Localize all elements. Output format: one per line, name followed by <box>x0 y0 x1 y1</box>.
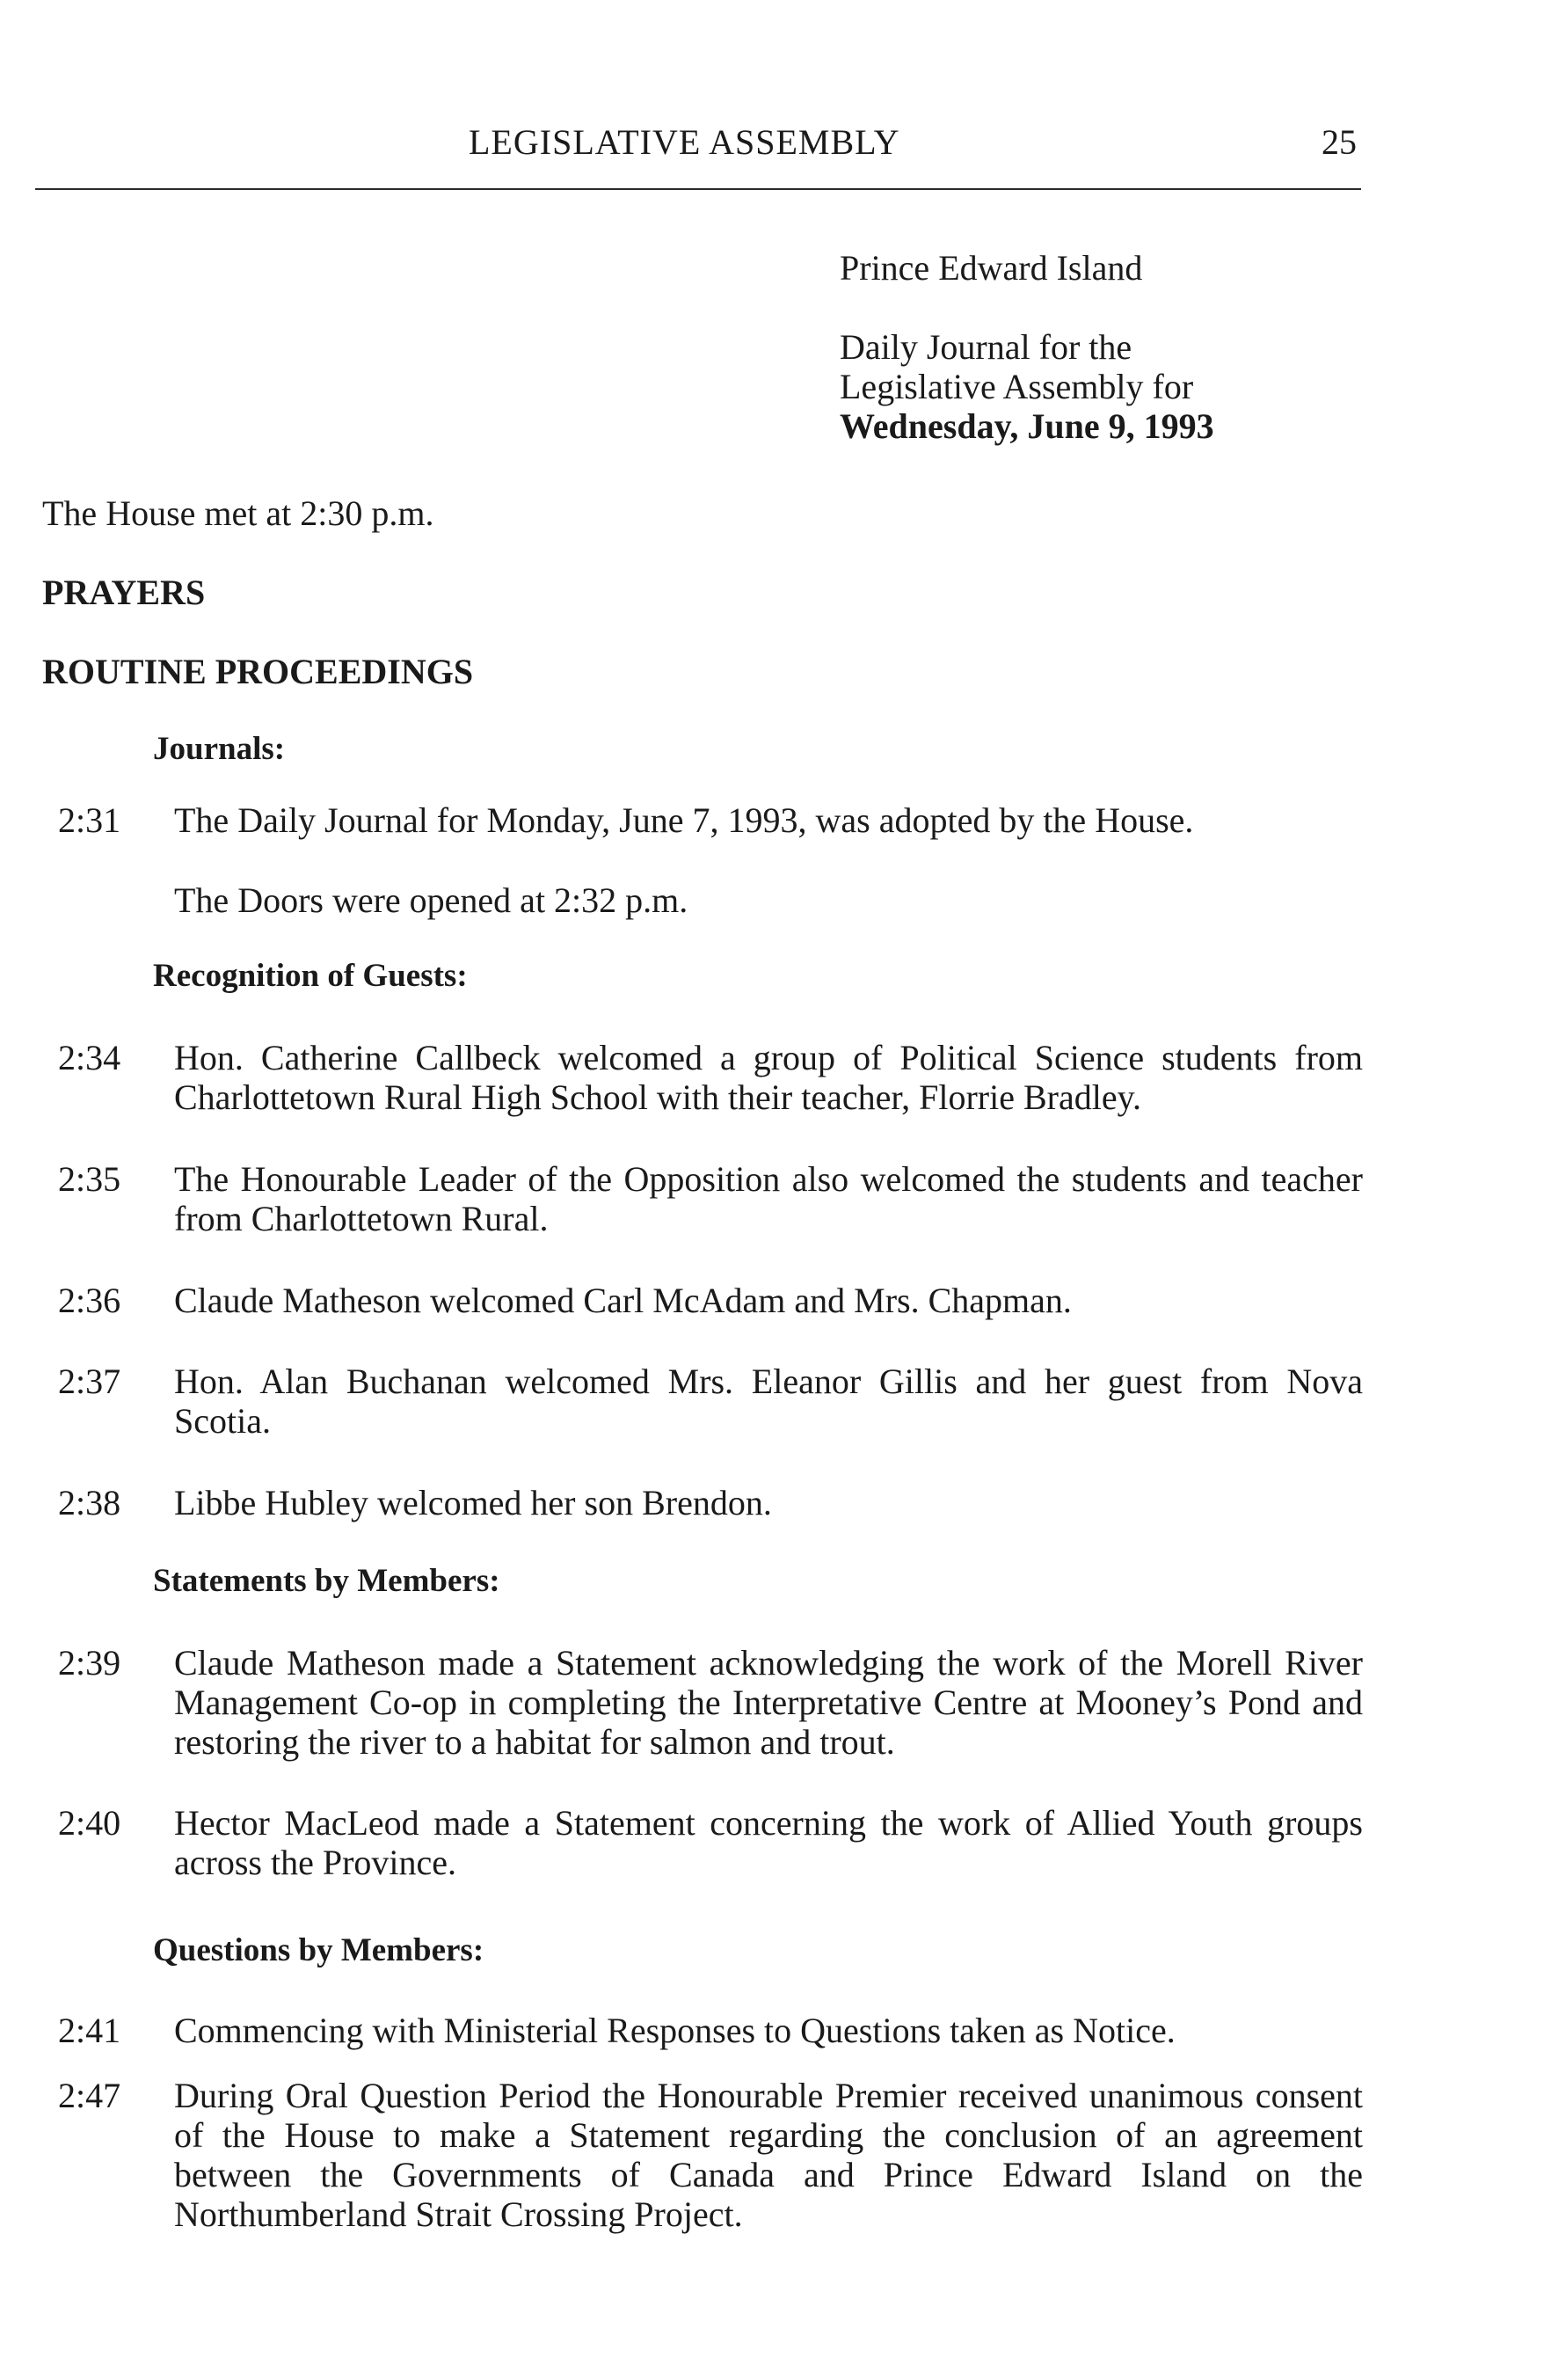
entry-text: The Honourable Leader of the Opposition also welcomed the students and teacher from Charlottetown Rural. <box>174 1159 1363 1238</box>
subheading-recognition-of-guests: Recognition of Guests: <box>153 958 468 994</box>
entry-time: 2:31 <box>58 800 121 840</box>
doors-opened-note: The Doors were opened at 2:32 p.m. <box>174 880 688 920</box>
entry-time: 2:47 <box>58 2076 121 2115</box>
entry-text: The Daily Journal for Monday, June 7, 1993, was adopted by the House. <box>174 800 1194 840</box>
entry-text: Hector MacLeod made a Statement concerning the work of Allied Youth groups across the Province. <box>174 1803 1363 1882</box>
entry-text: Claude Matheson made a Statement acknowledging the work of the Morell River Management Co-op in completing the Interpretative Centre at Mooney’s Pond and restoring the river to a habitat for salmon and trout. <box>174 1643 1363 1762</box>
heading-prayers: PRAYERS <box>42 573 206 612</box>
subheading-questions-by-members: Questions by Members: <box>153 1932 484 1968</box>
entry-text: Claude Matheson welcomed Carl McAdam and Mrs. Chapman. <box>174 1281 1072 1320</box>
heading-routine-proceedings: ROUTINE PROCEEDINGS <box>42 652 474 691</box>
entry-time: 2:35 <box>58 1159 121 1199</box>
entry-time: 2:38 <box>58 1483 121 1522</box>
entry-time: 2:34 <box>58 1038 121 1077</box>
province-name: Prince Edward Island <box>840 248 1143 288</box>
entry-text: Libbe Hubley welcomed her son Brendon. <box>174 1483 772 1522</box>
page-number: 25 <box>1322 122 1357 162</box>
entry-text: During Oral Question Period the Honourable Premier received unanimous consent of the House to make a Statement regarding the conclusion of an agreement between the Governments of Canada and Prince Edward Island on the Northumberland Strait Crossing Project. <box>174 2076 1363 2234</box>
opening-statement: The House met at 2:30 p.m. <box>42 493 434 533</box>
entry-time: 2:41 <box>58 2011 121 2050</box>
entry-time: 2:37 <box>58 1362 121 1401</box>
entry-text: Hon. Catherine Callbeck welcomed a group of Political Science students from Charlottetown Rural High School with their teacher, Florrie Bradley. <box>174 1038 1363 1117</box>
entry-time: 2:39 <box>58 1643 121 1683</box>
subheading-journals: Journals: <box>153 731 286 767</box>
subheading-statements-by-members: Statements by Members: <box>153 1563 500 1599</box>
entry-time: 2:40 <box>58 1803 121 1843</box>
running-title: LEGISLATIVE ASSEMBLY <box>469 122 900 162</box>
journal-title-line-2: Legislative Assembly for <box>840 367 1194 406</box>
entry-text: Hon. Alan Buchanan welcomed Mrs. Eleanor Gillis and her guest from Nova Scotia. <box>174 1362 1363 1441</box>
journal-title-block <box>840 248 1402 446</box>
entry-time: 2:36 <box>58 1281 121 1320</box>
header-rule <box>35 188 1361 190</box>
journal-title-line-1: Daily Journal for the <box>840 327 1132 367</box>
journal-date: Wednesday, June 9, 1993 <box>840 406 1214 446</box>
entry-text: Commencing with Ministerial Responses to Questions taken as Notice. <box>174 2011 1176 2050</box>
running-header <box>0 121 1551 165</box>
